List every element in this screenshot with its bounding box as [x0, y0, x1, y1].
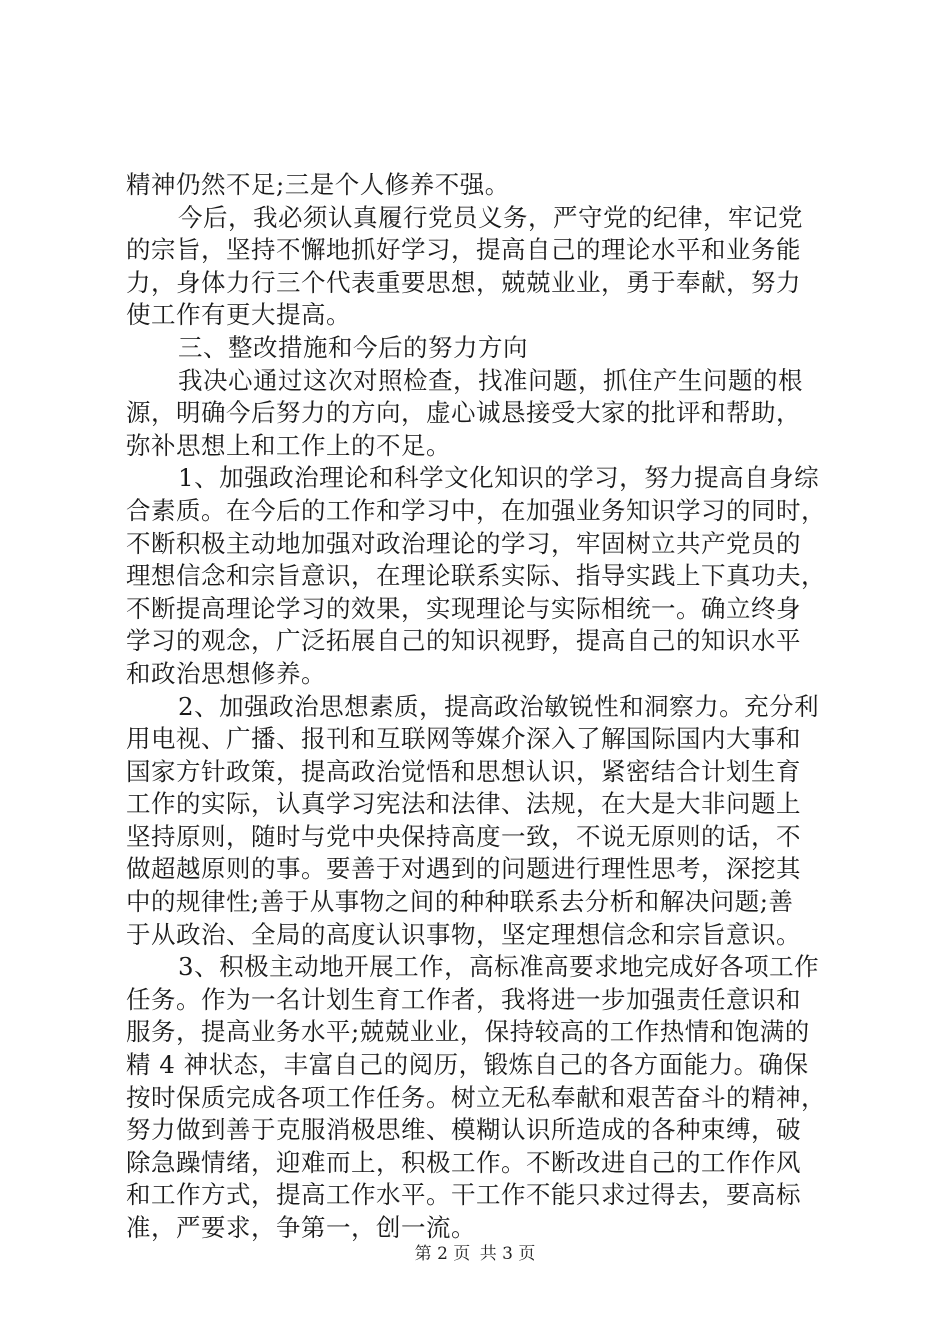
text-line: 3、积极主动地开展工作，高标准高要求地完成好各项工作 [178, 952, 820, 982]
text-line: 工作的实际，认真学习宪法和法律、法规，在大是大非问题上 [126, 789, 801, 819]
text-line: 精 4 神状态，丰富自己的阅历，锻炼自己的各方面能力。确保 [126, 1050, 809, 1080]
text-line: 不断积极主动地加强对政治理论的学习，牢固树立共产党员的 [126, 528, 801, 558]
text-line: 用电视、广播、报刊和互联网等媒介深入了解国际国内大事和 [126, 724, 801, 754]
text-line: 服务，提高业务水平;兢兢业业，保持较高的工作热情和饱满的 [126, 1017, 810, 1047]
text-line: 使工作有更大提高。 [126, 300, 351, 330]
text-line: 我决心通过这次对照检查，找准问题，抓住产生问题的根 [178, 365, 803, 395]
text-line: 弥补思想上和工作上的不足。 [126, 430, 451, 460]
text-line: 准，严要求，争第一，创一流。 [126, 1213, 476, 1242]
text-line: 三、整改措施和今后的努力方向 [178, 332, 528, 362]
text-line: 理想信念和宗旨意识，在理论联系实际、指导实践上下真功夫， [126, 561, 826, 591]
text-line: 和工作方式，提高工作水平。干工作不能只求过得去，要高标 [126, 1180, 801, 1210]
text-line: 今后，我必须认真履行党员义务，严守党的纪律，牢记党 [178, 202, 803, 232]
text-line: 中的规律性;善于从事物之间的种种联系去分析和解决问题;善 [126, 887, 794, 917]
text-line: 不断提高理论学习的效果，实现理论与实际相统一。确立终身 [126, 593, 801, 623]
text-line: 做超越原则的事。要善于对遇到的问题进行理性思考，深挖其 [126, 854, 801, 884]
text-line: 于从政治、全局的高度认识事物，坚定理想信念和宗旨意识。 [126, 919, 801, 949]
text-line: 1、加强政治理论和科学文化知识的学习，努力提高自身综 [178, 463, 820, 493]
text-line: 学习的观念，广泛拓展自己的知识视野，提高自己的知识水平 [126, 626, 801, 656]
text-line: 努力做到善于克服消极思维、模糊认识所造成的各种束缚，破 [126, 1115, 801, 1145]
text-line: 和政治思想修养。 [126, 658, 326, 688]
page-total: 共 3 页 [479, 1244, 536, 1264]
text-line: 合素质。在今后的工作和学习中，在加强业务知识学习的同时， [126, 495, 826, 525]
text-line: 按时保质完成各项工作任务。树立无私奉献和艰苦奋斗的精神， [126, 1082, 826, 1112]
text-line: 的宗旨，坚持不懈地抓好学习，提高自己的理论水平和业务能 [126, 235, 801, 265]
text-line: 坚持原则，随时与党中央保持高度一致，不说无原则的话，不 [126, 821, 801, 851]
text-line: 除急躁情绪，迎难而上，积极工作。不断改进自己的工作作风 [126, 1147, 801, 1177]
text-line: 2、加强政治思想素质，提高政治敏锐性和洞察力。充分利 [178, 691, 820, 721]
text-line: 精神仍然不足;三是个人修养不强。 [126, 170, 510, 199]
text-line: 任务。作为一名计划生育工作者，我将进一步加强责任意识和 [126, 984, 801, 1014]
text-line: 源，明确今后努力的方向，虚心诚恳接受大家的批评和帮助， [126, 398, 801, 428]
text-line: 力，身体力行三个代表重要思想，兢兢业业，勇于奉献，努力 [126, 267, 801, 297]
page-footer [0, 1244, 950, 1264]
document-body [126, 169, 846, 1245]
page-number: 第 2 页 [414, 1244, 471, 1264]
text-line: 国家方针政策，提高政治觉悟和思想认识，紧密结合计划生育 [126, 756, 801, 786]
